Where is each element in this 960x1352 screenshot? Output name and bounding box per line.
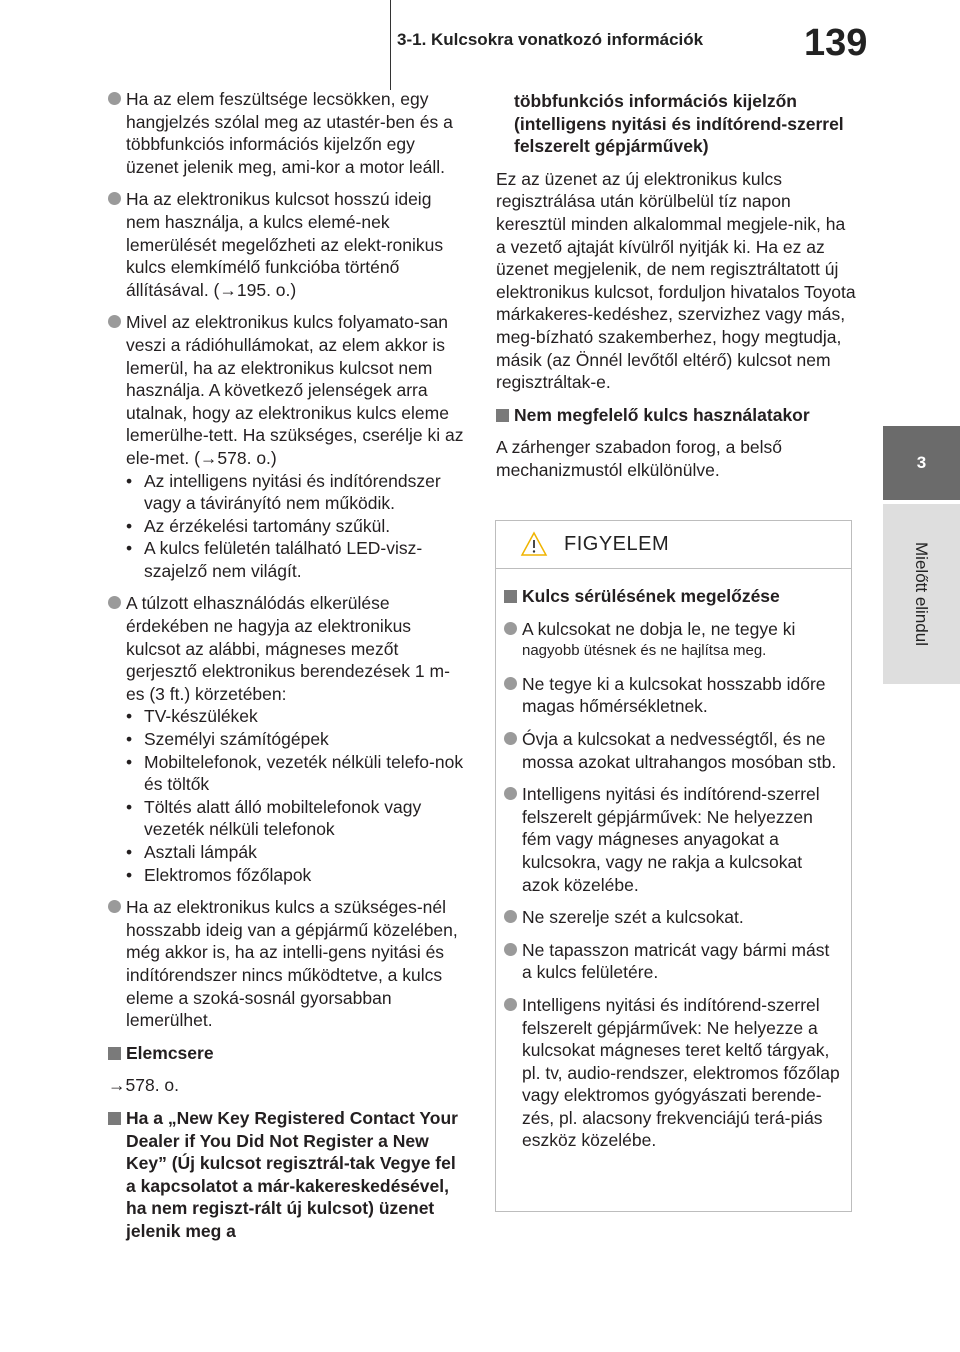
bullet-dot-icon	[504, 677, 517, 690]
sub-item-text: A kulcs felületén található LED-visz-szajelző nem világít.	[144, 538, 423, 581]
paragraph: Ez az üzenet az új elektronikus kulcs regisztrálása után körülbelül tíz napon keresztül minden alkalommal megjele-nik, ha a vezető ajtaját kívülről nyitják ki. Ha ez az üzenet megjelenik, de nem regisztráltatott új elektronikus kulcsot, forduljon hivatalos Toyota márkakeres-kedéshez, szervizhez vagy más, meg-bízható szakemberhez, hogy megtudja, másik (az Önnél levőtől eltérő) kulcsot nem regisztráltak-e.	[496, 168, 856, 393]
sub-item-text: Töltés alatt álló mobiltelefonok vagy vezeték nélküli telefonok	[144, 796, 422, 840]
bullet-text: A kulcsokat ne dobja le, ne tegye ki	[522, 618, 796, 639]
list-item	[504, 994, 843, 1152]
bullet-dot-icon	[108, 192, 121, 205]
left-column	[108, 88, 468, 1253]
sub-item-text: Az intelligens nyitási és indítórendszer vagy a távirányító nem működik.	[144, 470, 441, 514]
sub-item-text: Az érzékelési tartomány szűkül.	[144, 515, 391, 536]
list-item	[108, 896, 468, 1032]
warning-header	[496, 521, 851, 569]
warning-body	[496, 569, 851, 1152]
list-item	[504, 906, 843, 929]
sub-list-item: • Asztali lámpák	[126, 842, 257, 862]
bullet-dot-icon	[504, 910, 517, 923]
sub-item-text: TV-készülékek	[144, 706, 258, 727]
section-title: 3-1. Kulcsokra vonatkozó információk	[397, 30, 704, 49]
heading-text: Nem megfelelő kulcs használatakor	[514, 404, 810, 425]
chapter-number-tab[interactable]	[883, 426, 960, 500]
chapter-number: 3	[916, 453, 927, 472]
chapter-label: Mielőtt elindul	[912, 542, 931, 646]
sub-list-item: • Személyi számítógépek	[126, 729, 329, 750]
bullet-text: Ha az elektronikus kulcs a szükséges-nél hosszabb ideig van a gépjármű közelében, még akkor is, ha az intelli-gens nyitási és indítórendszer nincs működtetve, a kulcs eleme a szoká-sosnál gyorsabban lemerülhet.	[126, 897, 458, 1031]
warning-box	[495, 520, 852, 1212]
square-bullet-icon	[504, 590, 517, 603]
heading-text: Kulcs sérülésének megelőzése	[522, 586, 780, 606]
sub-list-item: • A kulcs felületén található LED-visz-szajelző nem világít.	[126, 538, 423, 581]
bullet-text: Óvja a kulcsokat a nedvességtől, és ne mossa azokat ultrahangos mosóban stb.	[522, 728, 837, 772]
list-item	[504, 783, 843, 896]
section-heading	[504, 585, 843, 608]
list-item	[504, 728, 843, 773]
square-bullet-icon	[108, 1047, 121, 1060]
bullet-text: Intelligens nyitási és indítórend-szerrel felszerelt gépjárművek: Ne helyezze a kulcsokat mágneses teret keltő tárgyak, pl. tv, audio-rendszer, elektromos főzőlap vagy elektromos gyógyászati berende-zés, pl. alacsony frekvenciájú terá-piás eszköz közelébe.	[522, 994, 840, 1151]
paragraph: A zárhenger szabadon forog, a belső mechanizmustól elkülönülve.	[496, 437, 783, 480]
sub-item-text: Személyi számítógépek	[144, 729, 329, 750]
list-item	[504, 939, 843, 984]
sub-item-text: Mobiltelefonok, vezeték nélküli telefo-nok és töltők	[144, 751, 464, 795]
bullet-text: Ne tegye ki a kulcsokat hosszabb időre magas hőmérsékletnek.	[522, 673, 826, 717]
bullet-dot-icon	[108, 596, 121, 609]
list-item	[504, 673, 843, 718]
section-heading	[496, 404, 856, 427]
page-reference-link[interactable]: →578. o.	[108, 1075, 180, 1096]
heading-text: többfunkciós információs kijelzőn (intelligens nyitási és indítórend-szerrel felszerelt gépjárművek)	[514, 91, 844, 157]
sub-list-item: • Mobiltelefonok, vezeték nélküli telefo-nok és töltők	[126, 751, 464, 795]
bullet-text: nagyobb ütésnek és ne hajlítsa meg.	[522, 642, 767, 660]
sub-list-item: • Töltés alatt álló mobiltelefonok vagy vezeték nélküli telefonok	[126, 796, 422, 840]
bullet-dot-icon	[504, 943, 517, 956]
square-bullet-icon	[108, 1112, 121, 1125]
section-heading-continued	[496, 90, 856, 158]
section-heading	[108, 1042, 468, 1065]
bullet-text: Ha az elektronikus kulcsot hosszú ideig nem használja, a kulcs elemé-nek lemerülését megelőzheti az elekt-ronikus kulcs elemkímélő funkcióba történő állításával. (→195. o.)	[126, 189, 444, 300]
section-heading	[108, 1107, 468, 1243]
list-item	[504, 618, 843, 663]
bullet-text: A túlzott elhasználódás elkerülése érdekében ne hagyja az elektronikus kulcsot az alábbi, mágneses mezőt gerjesztő elektronikus berendezések 1 m-es (3 ft.) körzetében:	[126, 593, 450, 704]
bullet-text: Ne szerelje szét a kulcsokat.	[522, 907, 744, 928]
list-item	[108, 311, 468, 582]
bullet-dot-icon	[504, 622, 517, 635]
bullet-dot-icon	[108, 315, 121, 328]
right-column	[496, 90, 856, 492]
sub-item-text: Asztali lámpák	[144, 842, 257, 862]
sub-list-item: • Elektromos főzőlapok	[126, 864, 312, 885]
list-item	[108, 188, 468, 301]
sub-list-item: • Az érzékelési tartomány szűkül.	[126, 515, 391, 536]
sub-list-item: • Az intelligens nyitási és indítórendszer vagy a távirányító nem működik.	[126, 470, 441, 514]
square-bullet-icon	[496, 409, 509, 422]
warning-title: FIGYELEM	[564, 533, 670, 555]
bullet-dot-icon	[108, 900, 121, 913]
heading-text: Elemcsere	[126, 1042, 214, 1063]
warning-triangle-icon	[520, 531, 548, 557]
header-divider	[390, 0, 391, 90]
page-number: 139	[804, 22, 868, 64]
list-item	[108, 88, 468, 178]
bullet-dot-icon	[108, 92, 121, 105]
bullet-dot-icon	[504, 732, 517, 745]
sub-list-item: • TV-készülékek	[126, 706, 258, 727]
list-item	[108, 592, 468, 886]
bullet-text: Mivel az elektronikus kulcs folyamato-san veszi a rádióhullámokat, az elem akkor is lemerül, ha az elektronikus kulcsot nem használja. A következő jelenségek arra utalnak, hogy az elektronikus kulcs eleme lemerülhe-tett. Ha szükséges, cserélje ki az ele-met. (→578. o.)	[126, 312, 464, 468]
bullet-dot-icon	[504, 998, 517, 1011]
heading-text: Ha a „New Key Registered Contact Your Dealer if You Did Not Register a New Key” (Új kulcsot regisztrál-tak Vegye fel a kapcsolatot a már-kakereskedésével, ha nem regiszt-rált új kulcsot) üzenet jelenik meg a	[126, 1107, 458, 1241]
sub-item-text: Elektromos főzőlapok	[144, 864, 312, 885]
bullet-text: Ha az elem feszültsége lecsökken, egy hangjelzés szólal meg az utastér-ben és a többfunkciós információs kijelzőn egy üzenet jelenik meg, ami-kor a motor leáll.	[126, 89, 453, 177]
bullet-text: Intelligens nyitási és indítórend-szerrel felszerelt gépjárművek: Ne helyezzen fém vagy mágneses anyagokat a kulcsokra, vagy ne rakja a kulcsokat azok közelébe.	[522, 784, 820, 895]
bullet-dot-icon	[504, 787, 517, 800]
bullet-text: Ne tapasszon matricát vagy bármi mást a kulcs felületére.	[522, 939, 830, 983]
